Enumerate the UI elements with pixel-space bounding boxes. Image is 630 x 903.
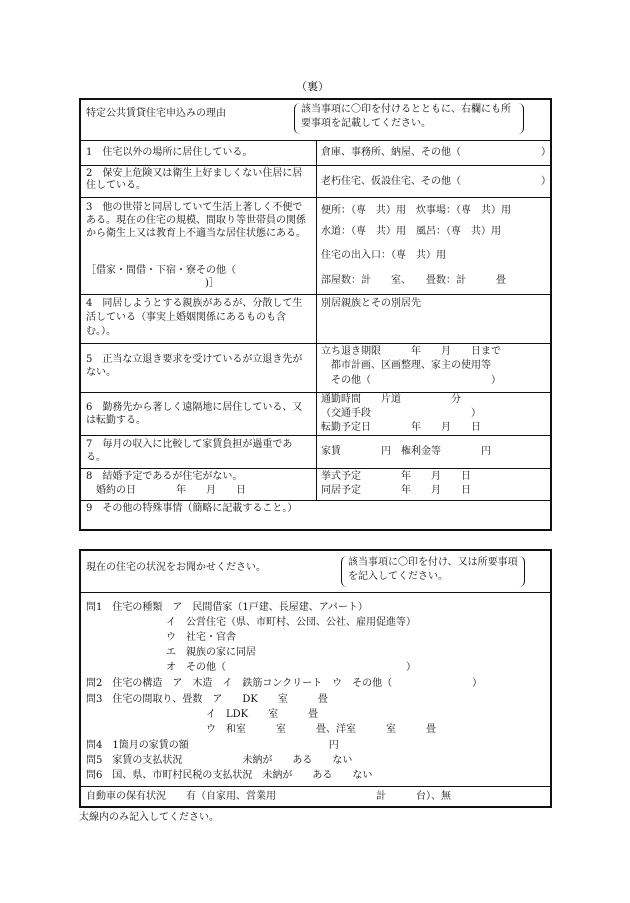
question-1-line-1: 問1 住宅の種類 ア 民間借家（1戸建、長屋建、アパート） — [86, 602, 368, 613]
reason-3-detail-1: 便所：（専 共）用 炊事場：（専 共）用 — [321, 205, 511, 216]
reason-3: 3 他の世帯と同居していて生活上著しく不便である。現在の住宅の規模、間取り等世帯員の関係から衛生上又は教育上不適当な居住状態にある。 — [86, 202, 306, 239]
reason-2: 2 保安上危険又は衛生上好ましくない住居に居住している。 — [86, 168, 303, 191]
section2-instruction-note: 該当事項に〇印を付け、又は所要事項を記入してください。 — [341, 556, 525, 587]
reason-6-detail-3: 転勤予定日 年 月 日 — [321, 422, 481, 433]
reason-3-detail-3: 住宅の出入口：（専 共）用 — [321, 250, 446, 261]
section2-title: 現在の住宅の状況をお聞かせください。 — [86, 562, 266, 573]
question-6: 問6 国、県、市町村民税の支払状況 未納が ある ない — [86, 770, 373, 781]
reason-6-detail-1: 通勤時間 片道 分 — [321, 394, 461, 405]
reason-7: 7 毎月の収入に比較して家賃負担が過重である。 — [86, 439, 293, 463]
reason-3-extra-1: ［借家・間借・下宿・寮その他（ — [86, 265, 236, 276]
footer-note: 太線内のみ記入してください。 — [79, 812, 219, 823]
reason-8-detail-2: 同居予定 年 月 日 — [321, 485, 471, 496]
reason-1: 1 住宅以外の場所に居住している。 — [86, 147, 253, 158]
reason-3-extra-2: )］ — [205, 278, 219, 289]
reason-4-detail: 別居親族とその別居先 — [321, 298, 421, 309]
section1-title: 特定公共賃貸住宅申込みの理由 — [86, 108, 226, 119]
question-1-line-3: ウ 社宅・官舎 — [86, 632, 236, 643]
question-3-line-2: イ LDK 室 畳 — [86, 709, 319, 720]
page-side-label: （裏） — [296, 80, 329, 93]
reason-3-detail-4: 部屋数：計 室、 畳数：計 畳 — [321, 275, 506, 286]
reason-7-detail: 家賃 円 権利金等 円 — [321, 446, 491, 457]
reason-5-detail-1: 立ち退き期限 年 月 日まで — [321, 346, 501, 357]
reason-6: 6 勤務先から著しく遠隔地に居住している、又は転勤する。 — [86, 402, 303, 426]
reason-5-detail-2: 都市計画、区画整理、家主の使用等 — [331, 360, 491, 371]
question-1-line-2: イ 公営住宅（県、市町村、公団、公社、雇用促進等） — [86, 617, 416, 628]
reason-8: 8 結婚予定であるが住宅がない。 — [86, 471, 243, 482]
reason-5: 5 正当な立退き要求を受けているが立退き先がない。 — [86, 354, 303, 378]
question-3-line-1: 問3 住宅の間取り、畳数 ア DK 室 畳 — [86, 694, 328, 705]
reason-8-detail-1: 挙式予定 年 月 日 — [321, 471, 471, 482]
question-1-line-5: オ その他（ ） — [86, 662, 416, 673]
reason-5-detail-3: その他（ ） — [331, 375, 501, 386]
question-3-line-3: ウ 和室 室 畳、洋室 室 畳 — [86, 724, 436, 735]
reason-1-detail: 倉庫、事務所、納屋、その他（ ） — [321, 147, 551, 158]
question-2: 問2 住宅の構造 ア 木造 イ 鉄筋コンクリート ウ その他（ ） — [86, 678, 483, 689]
reason-9: 9 その他の特殊事情（簡略に記載すること。） — [86, 503, 298, 514]
reason-3-detail-2: 水道：（専 共）用 風呂：（専 共）用 — [321, 226, 501, 237]
question-5: 問5 家賃の支払状況 未納が ある ない — [86, 755, 353, 766]
question-4: 問4 1箇月の家賃の額 円 — [86, 740, 339, 751]
vehicle-ownership: 自動車の保有状況 有（自家用、営業用 計 台）、無 — [86, 791, 451, 802]
reason-2-detail: 老朽住宅、仮設住宅、その他（ ） — [321, 176, 551, 187]
reason-4: 4 同居しようとする親族があるが、分散して生活している（事実上婚姻関係にあるものも含む。）。 — [86, 298, 303, 337]
question-1-line-4: エ 親族の家に同居 — [86, 647, 256, 658]
reason-6-detail-2: （交通手段 ） — [321, 408, 481, 419]
section1-instruction-note: 該当事項に〇印を付けるとともに、右欄にも所要事項を記載してください。 — [294, 103, 524, 134]
reason-8-engagement-date: 婚約の日 年 月 日 — [96, 485, 246, 496]
